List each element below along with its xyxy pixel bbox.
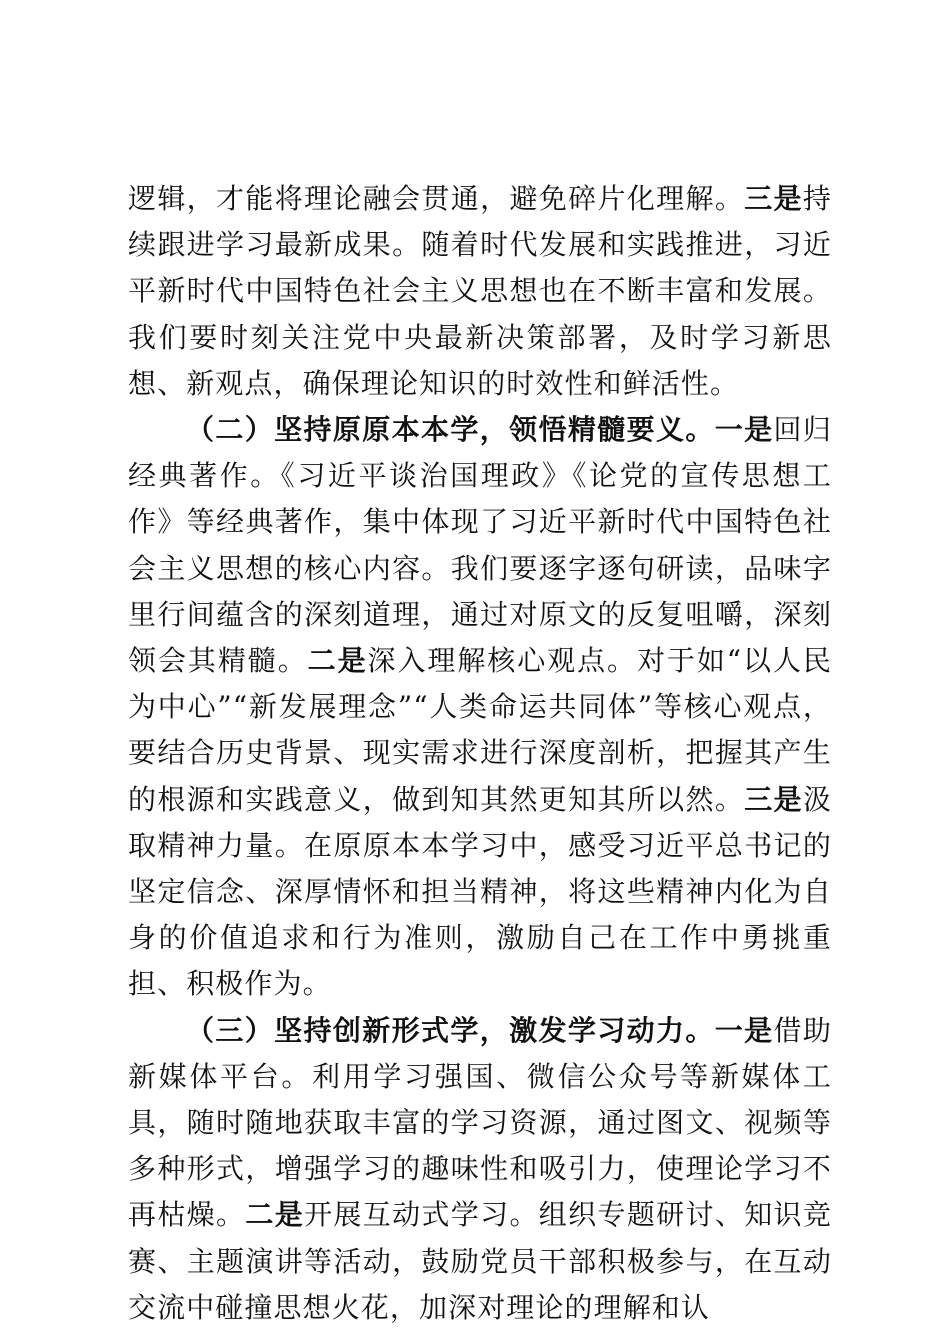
bold-marker-second: 二是 xyxy=(245,1198,305,1232)
paragraph-section-two xyxy=(128,407,832,1008)
section-heading-three: （三）坚持创新形式学，激发学习动力。一是 xyxy=(186,1013,774,1047)
text-segment: 回归经典著作。《习近平谈治国理政》《论党的宣传思想工作》等经典著作，集中体现了习近平新时代中国特色社会主义思想的核心内容。我们要逐字逐句研读，品味字里行间蕴含的深刻道理，通过对原文的反复咀嚼，深刻领会其精髓。 xyxy=(128,413,832,678)
bold-marker-third: 三是 xyxy=(744,182,803,215)
text-segment: 逻辑，才能将理论融会贯通，避免碎片化理解。 xyxy=(128,182,745,215)
text-segment: 汲取精神力量。在原原本本学习中，感受习近平总书记的坚定信念、深厚情怀和担当精神，将这些精神内化为自身的价值追求和行为准则，激励自己在工作中勇挑重担、积极作为。 xyxy=(128,782,832,1001)
text-segment: 持续跟进学习最新成果。随着时代发展和实践推进，习近平新时代中国特色社会主义思想也在不断丰富和发展。我们要时刻关注党中央最新决策部署，及时学习新思想、新观点，确保理论知识的时效性和鲜活性。 xyxy=(128,182,832,400)
paragraph-continuation xyxy=(128,176,832,407)
bold-marker-second: 二是 xyxy=(307,644,368,678)
body-text xyxy=(128,176,832,1331)
paragraph-section-three xyxy=(128,1008,832,1331)
text-segment: 深入理解核心观点。对于如“以人民为中心”“新发展理念”“人类命运共同体”等核心观点，要结合历史背景、现实需求进行深度剖析，把握其产生的根源和实践意义，做到知其然更知其所以然。 xyxy=(128,644,833,816)
text-segment: 借助新媒体平台。利用学习强国、微信公众号等新媒体工具，随时随地获取丰富的学习资源，通过图文、视频等多种形式，增强学习的趣味性和吸引力，使理论学习不再枯燥。 xyxy=(128,1013,832,1232)
section-heading-two: （二）坚持原原本本学，领悟精髓要义。一是 xyxy=(186,413,774,447)
text-segment: 开展互动式学习。组织专题研讨、知识竞赛、主题演讲等活动，鼓励党员干部积极参与，在互动交流中碰撞思想火花，加深对理论的理解和认 xyxy=(128,1198,832,1324)
bold-marker-third: 三是 xyxy=(744,782,803,816)
